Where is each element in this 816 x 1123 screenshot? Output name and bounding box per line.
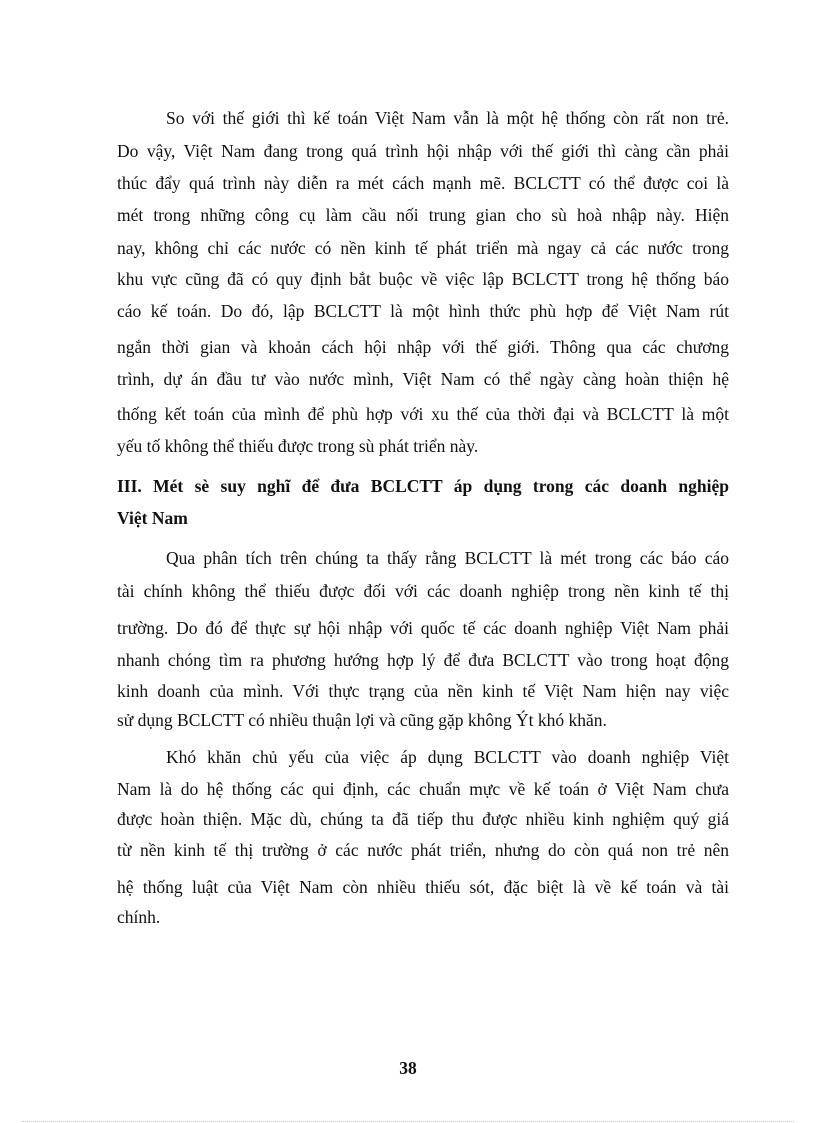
text-line: thúc đẩy quá trình này diễn ra mét cách mạnh mẽ. BCLCTT có thể được coi là [117, 173, 729, 193]
heading-line: Việt Nam [117, 508, 188, 528]
text-line: Qua phân tích trên chúng ta thấy rằng BCLCTT là mét trong các báo cáo [166, 548, 729, 568]
text-line: nhanh chóng tìm ra phương hướng hợp lý để đưa BCLCTT vào trong hoạt động [117, 650, 729, 670]
text-line: trường. Do đó để thực sự hội nhập với quốc tế các doanh nghiệp Việt Nam phải [117, 618, 729, 638]
text-line: nay, không chỉ các nước có nền kinh tế phát triển mà ngay cả các nước trong [117, 238, 729, 258]
text-line: chính. [117, 907, 161, 927]
text-line: So với thế giới thì kế toán Việt Nam vẫn là một hệ thống còn rất non trẻ. [166, 108, 729, 128]
text-line: Khó khăn chủ yếu của việc áp dụng BCLCTT vào doanh nghiệp Việt [166, 747, 729, 767]
text-line: thống kết toán của mình để phù hợp với xu thế của thời đại và BCLCTT là một [117, 404, 729, 424]
text-line: được hoàn thiện. Mặc dù, chúng ta đã tiếp thu được nhiều kinh nghiệm quý giá [117, 809, 729, 829]
text-line: mét trong những công cụ làm cầu nối trung gian cho sù hoà nhập này. Hiện [117, 205, 729, 225]
text-line: từ nền kinh tế thị trường ở các nước phát triển, nhưng do còn quá non trẻ nên [117, 840, 729, 860]
text-line: yếu tố không thể thiếu được trong sù phát triển này. [117, 436, 479, 456]
text-line: sử dụng BCLCTT có nhiều thuận lợi và cũng gặp không Ýt khó khăn. [117, 710, 607, 730]
text-line: kinh doanh của mình. Với thực trạng của nền kinh tế Việt Nam hiện nay việc [117, 681, 729, 701]
text-line: tài chính không thể thiếu được đối với các doanh nghiệp trong nền kinh tế thị [117, 581, 729, 601]
page-edge-divider [22, 1121, 794, 1122]
text-line: khu vực cũng đã có quy định bắt buộc về việc lập BCLCTT trong hệ thống báo [117, 269, 729, 289]
text-line: Do vậy, Việt Nam đang trong quá trình hội nhập với thế giới thì càng cần phải [117, 141, 729, 161]
text-line: cáo kế toán. Do đó, lập BCLCTT là một hình thức phù hợp để Việt Nam rút [117, 301, 729, 321]
heading-line: III. Mét sè suy nghĩ để đưa BCLCTT áp dụng trong các doanh nghiệp [117, 476, 729, 496]
text-line: Nam là do hệ thống các qui định, các chuẩn mực về kế toán ở Việt Nam chưa [117, 779, 729, 799]
text-line: ngắn thời gian và khoản cách hội nhập với thế giới. Thông qua các chương [117, 337, 729, 357]
page-number: 38 [399, 1058, 417, 1078]
text-line: trình, dự án đầu tư vào nước mình, Việt Nam có thể ngày càng hoàn thiện hệ [117, 369, 729, 389]
text-line: hệ thống luật của Việt Nam còn nhiều thiếu sót, đặc biệt là về kế toán và tài [117, 877, 729, 897]
